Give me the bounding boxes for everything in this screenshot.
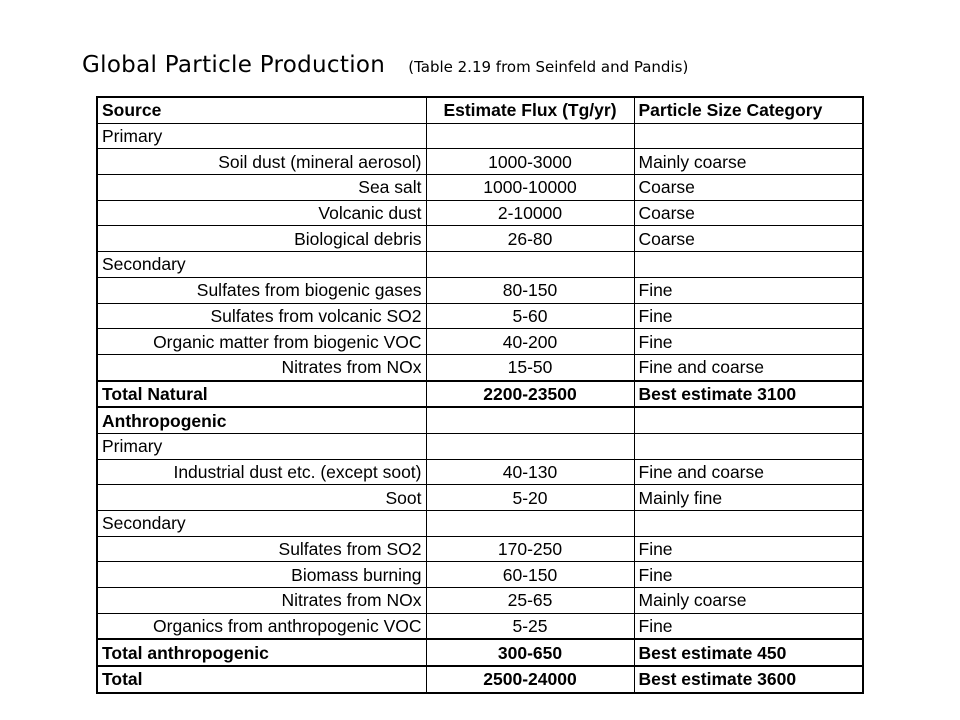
cell-source: Total xyxy=(97,666,426,693)
cell-category: Fine xyxy=(634,329,863,355)
table-row xyxy=(97,485,863,511)
table-row xyxy=(97,639,863,666)
table-row xyxy=(97,588,863,614)
cell-source: Sulfates from biogenic gases xyxy=(97,277,426,303)
table-row xyxy=(97,381,863,408)
cell-source: Anthropogenic xyxy=(97,407,426,433)
cell-flux: 40-130 xyxy=(426,459,634,485)
table-row xyxy=(97,511,863,537)
cell-flux: 300-650 xyxy=(426,639,634,666)
cell-flux: 2200-23500 xyxy=(426,381,634,408)
cell-source: Soil dust (mineral aerosol) xyxy=(97,149,426,175)
cell-category: Coarse xyxy=(634,175,863,201)
title-main: Global Particle Production xyxy=(82,52,386,78)
cell-source: Total Natural xyxy=(97,381,426,408)
cell-source: Biomass burning xyxy=(97,562,426,588)
table-row xyxy=(97,459,863,485)
cell-flux: 5-20 xyxy=(426,485,634,511)
cell-category: Fine and coarse xyxy=(634,354,863,380)
cell-source: Industrial dust etc. (except soot) xyxy=(97,459,426,485)
header-category: Particle Size Category xyxy=(634,97,863,123)
table-row xyxy=(97,562,863,588)
cell-flux xyxy=(426,407,634,433)
cell-flux: 2-10000 xyxy=(426,200,634,226)
cell-category: Fine xyxy=(634,536,863,562)
table-body xyxy=(97,123,863,693)
cell-flux xyxy=(426,252,634,278)
cell-source: Nitrates from NOx xyxy=(97,588,426,614)
cell-source: Organic matter from biogenic VOC xyxy=(97,329,426,355)
cell-flux: 1000-10000 xyxy=(426,175,634,201)
cell-flux: 5-25 xyxy=(426,613,634,639)
cell-category: Fine xyxy=(634,562,863,588)
cell-flux xyxy=(426,511,634,537)
cell-category: Fine and coarse xyxy=(634,459,863,485)
cell-flux: 25-65 xyxy=(426,588,634,614)
cell-category: Mainly fine xyxy=(634,485,863,511)
table-row xyxy=(97,407,863,433)
table-row xyxy=(97,277,863,303)
cell-category: Best estimate 450 xyxy=(634,639,863,666)
cell-source: Secondary xyxy=(97,511,426,537)
cell-category: Fine xyxy=(634,277,863,303)
table-header-row xyxy=(97,97,863,123)
cell-category: Coarse xyxy=(634,200,863,226)
cell-flux: 1000-3000 xyxy=(426,149,634,175)
table-row xyxy=(97,252,863,278)
table-row xyxy=(97,123,863,149)
cell-category: Mainly coarse xyxy=(634,588,863,614)
table-row xyxy=(97,536,863,562)
cell-source: Secondary xyxy=(97,252,426,278)
header-flux: Estimate Flux (Tg/yr) xyxy=(426,97,634,123)
cell-category: Fine xyxy=(634,613,863,639)
table-row xyxy=(97,175,863,201)
cell-source: Volcanic dust xyxy=(97,200,426,226)
cell-category: Best estimate 3100 xyxy=(634,381,863,408)
cell-source: Soot xyxy=(97,485,426,511)
cell-category: Fine xyxy=(634,303,863,329)
cell-flux: 5-60 xyxy=(426,303,634,329)
cell-source: Primary xyxy=(97,123,426,149)
cell-source: Nitrates from NOx xyxy=(97,354,426,380)
cell-source: Primary xyxy=(97,433,426,459)
cell-flux: 60-150 xyxy=(426,562,634,588)
cell-source: Sea salt xyxy=(97,175,426,201)
cell-category: Best estimate 3600 xyxy=(634,666,863,693)
cell-category xyxy=(634,407,863,433)
cell-category xyxy=(634,252,863,278)
title-source-note: (Table 2.19 from Seinfeld and Pandis) xyxy=(408,58,689,76)
cell-category xyxy=(634,433,863,459)
page-title xyxy=(82,52,688,78)
cell-flux: 15-50 xyxy=(426,354,634,380)
table-row xyxy=(97,226,863,252)
cell-source: Organics from anthropogenic VOC xyxy=(97,613,426,639)
cell-source: Sulfates from SO2 xyxy=(97,536,426,562)
cell-flux: 80-150 xyxy=(426,277,634,303)
cell-category: Coarse xyxy=(634,226,863,252)
cell-source: Biological debris xyxy=(97,226,426,252)
cell-source: Total anthropogenic xyxy=(97,639,426,666)
table-row xyxy=(97,329,863,355)
cell-flux: 2500-24000 xyxy=(426,666,634,693)
table-row xyxy=(97,200,863,226)
cell-flux xyxy=(426,433,634,459)
cell-category xyxy=(634,511,863,537)
table-row xyxy=(97,613,863,639)
table-row xyxy=(97,149,863,175)
table-row xyxy=(97,354,863,380)
cell-flux xyxy=(426,123,634,149)
cell-flux: 40-200 xyxy=(426,329,634,355)
table-row xyxy=(97,666,863,693)
table-row xyxy=(97,303,863,329)
header-source: Source xyxy=(97,97,426,123)
table-row xyxy=(97,433,863,459)
cell-category: Mainly coarse xyxy=(634,149,863,175)
particle-production-table xyxy=(96,96,864,694)
cell-category xyxy=(634,123,863,149)
cell-flux: 170-250 xyxy=(426,536,634,562)
cell-flux: 26-80 xyxy=(426,226,634,252)
cell-source: Sulfates from volcanic SO2 xyxy=(97,303,426,329)
